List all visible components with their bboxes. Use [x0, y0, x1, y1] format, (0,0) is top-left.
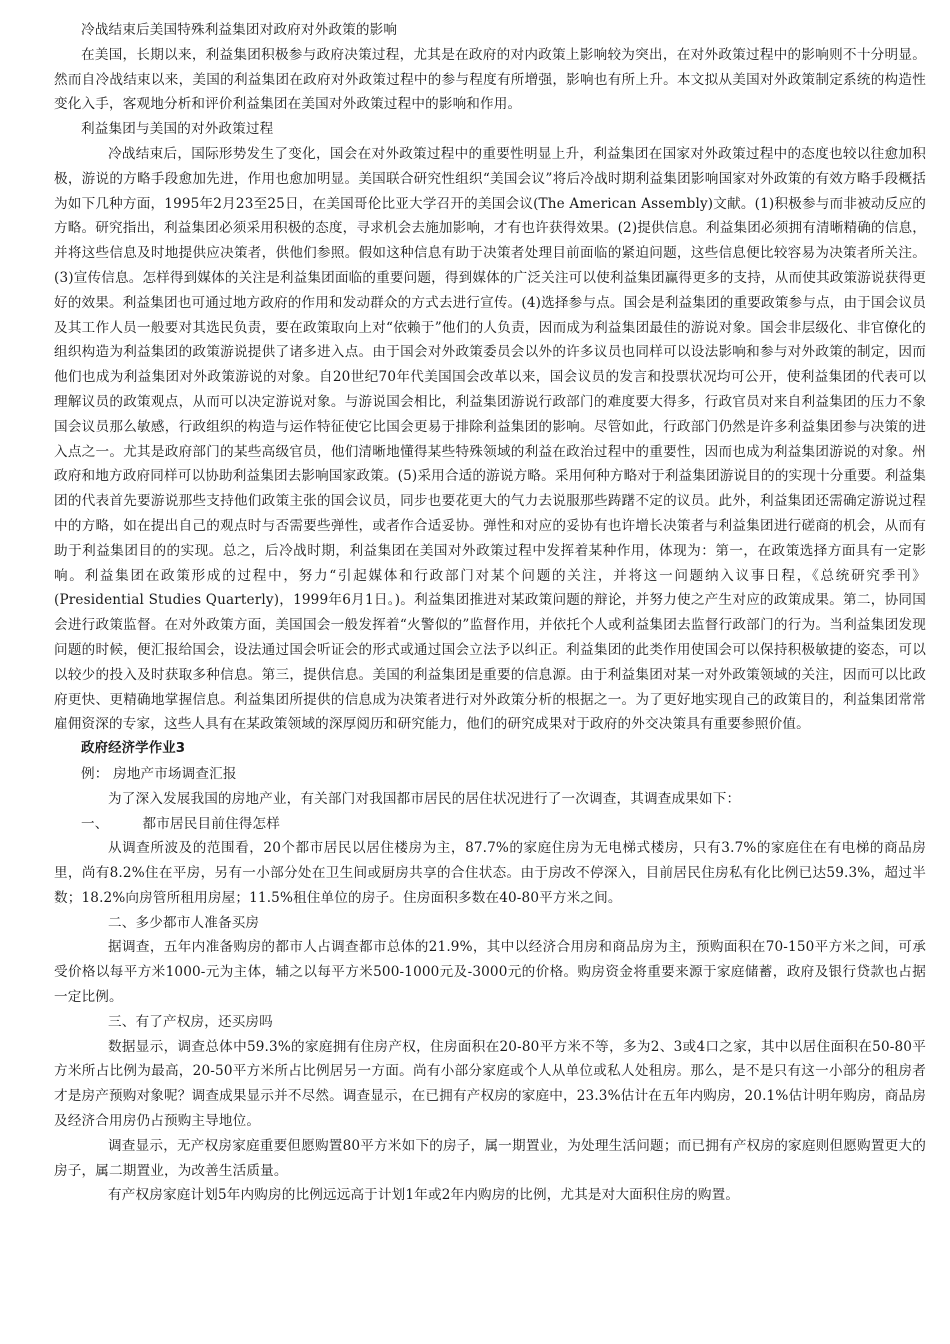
body-paragraph: 有产权房家庭计划5年内购房的比例远远高于计划1年或2年内购房的比例，尤其是对大面积住房的购置。 — [108, 1187, 740, 1204]
subsection-heading-3: 三、有了产权房，还买房吗 — [108, 1013, 273, 1030]
body-paragraph: 冷战结束后，国际形势发生了变化，国会在对外政策过程中的重要性明显上升，利益集团在国家对外政策过程中的态度也较以往愈加积极，游说的方略手段愈加先进，作用也愈加明显。美国联合研究性组织“美国会议”将后冷战时期利益集团影响国家对外政策的有效方略手段概括为如下几种方面，1995年2月23至25日，在美国哥伦比亚大学召开的美国会议(The American Assembly)文献。(1)积极参与而非被动反应的方略。研究指出，利益集团必须采用积极的态度，寻求机会去施加影响，才有也许获得效果。(2)提供信息。利益集团必须拥有清晰精确的信息，并将这些信息及时地提供应决策者，供他们参照。假如这种信息有助于决策者处理目前面临的紧迫问题，这些信息便比较容易为决策者所关注。(3)宣传信息。怎样得到媒体的关注是利益集团面临的重要问题，得到媒体的广泛关注可以使利益集团赢得更多的支持，从而使其政策游说获得更好的效果。利益集团也可通过地方政府的作用和发动群众的方式去进行宣传。(4)选择参与点。国会是利益集团的重要政策参与点，由于国会议员及其工作人员一般要对其选民负责，要在政策取向上对“依赖于”他们的人负责，因而成为利益集团最佳的游说对象。国会非层级化、非官僚化的组织构造为利益集团的政策游说提供了诸多进入点。由于国会对外政策委员会以外的许多议员也同样可以设法影响和参与对外政策的制定，因而他们也成为利益集团对外政策游说的对象。自20世纪70年代美国国会改革以来，国会议员的发言和投票状况均可公开，使利益集团的代表可以理解议员的政策观点，从而可以决定游说对象。与游说国会相比，利益集团游说行政部门的难度要大得多，行政官员对来自利益集团的压力不象国会议员那么敏感，行政组织的构造与运作特征使它比国会更易于排除利益集团的影响。尽管如此，行政部门仍然是许多利益集团参与决策的进入点之一。尤其是政府部门的某些高级官员，他们清晰地懂得某些特殊领域的利益在政治过程中的重要性，因而也成为利益集团游说的对象。州政府和地方政府同样可以协助利益集团去影响国家政策。(5)采用合适的游说方略。采用何种方略对于利益集团游说目的的实现十分重要。利益集团的代表首先要游说那些支持他们政策主张的国会议员，同步也要花更大的气力去说服那些踌躇不定的议员。此外，利益集团还需确定游说过程中的方略，如在提出自己的观点时与否需要些弹性，或者作合适妥协。弹性和对应的妥协有也许增长决策者与利益集团进行磋商的机会，从而有助于利益集团目的的实现。总之，后冷战时期，利益集团在美国对外政策过程中发挥着某种作用，体现为：第一，在政策选择方面具有一定影响。利益集团在政策形成的过程中，努力“引起媒体和行政部门对某个问题的关注，并将这一问题纳入议事日程，《总统研究季刊》(Presidential Studies Quarterly)，1999年6月1日。)。利益集团推进对某政策问题的辩论，并努力使之产生对应的政策成果。第二，协同国会进行政策监督。在对外政策方面，美国国会一般发挥着“火警似的”监督作用，并依托个人或利益集团去监督行政部门的行为。当利益集团发现问题的时候，便汇报给国会，设法通过国会听证会的形式或通过国会立法予以纠正。利益集团的此类作用使国会可以保持积极敏捷的姿态，可以以较少的投入及时获取多种信息。第三，提供信息。美国的利益集团是重要的信息源。由于利益集团对某一对外政策领域的关注，因而可以比政府更快、更精确地掌握信息。利益集团所提供的信息成为决策者进行对外政策分析的根据之一。为了更好地实现自己的政策目的，利益集团常常雇佣资深的专家，这些人具有在某政策领域的深厚阅历和研究能力，他们的研究成果对于政府的外交决策具有重要参照价值。 — [54, 145, 926, 733]
body-paragraph: 数据显示，调查总体中59.3%的家庭拥有住房产权，住房面积在20-80平方米不等，多为2、3或4口之家，其中以居住面积在50-80平方米所占比例为最高，20-50平方米所占比例居另一方面。尚有小部分家庭或个人从单位或私人处租房。那么，是不是只有这一小部分的租房者才是房产预购对象呢？调查成果显示并不尽然。调查显示，在已拥有产权房的家庭中，23.3%估计在五年内购房，20.1%估计明年购房，商品房及经济合用房仍占预购主导地位。 — [54, 1038, 926, 1130]
body-paragraph: 调查显示，无产权房家庭重要但愿购置80平方米如下的房子，属一期置业，为处理生活问题；而已拥有产权房的家庭则但愿购置更大的房子，属二期置业，为改善生活质量。 — [54, 1137, 926, 1179]
subsection-title: 都市居民目前住得怎样 — [142, 815, 280, 832]
subsection-heading-2: 二、多少都市人准备买房 — [108, 914, 260, 931]
subsection-number: 一、 — [81, 815, 109, 832]
article-title: 冷战结束后美国特殊利益集团对政府对外政策的影响 — [81, 22, 398, 38]
document-page — [54, 18, 926, 1208]
subsection-heading-1 — [54, 812, 926, 837]
body-paragraph: 据调查，五年内准备购房的都市人占调查都市总体的21.9%，其中以经济合用房和商品房为主，预购面积在70-150平方米之间，可承受价格以每平方米1000-元为主体，辅之以每平方米500-1000元及-3000元的价格。购房资金将重要来源于家庭储蓄，政府及银行贷款也占据一定比例。 — [54, 939, 926, 1006]
body-paragraph: 从调查所波及的范围看，20个都市居民以居住楼房为主，87.7%的家庭住房为无电梯式楼房，只有3.7%的家庭住在有电梯的商品房里，尚有8.2%住在平房，另有一小部分处在卫生间或厨房共享的合住状态。由于房改不停深入，目前居民住房私有化比例已达59.3%，超过半数；18.2%向房管所租用房屋；11.5%租住单位的房子。住房面积多数在40-80平方米之间。 — [54, 840, 926, 906]
assignment-heading: 政府经济学作业3 — [81, 741, 186, 757]
intro-paragraph: 在美国，长期以来，利益集团积极参与政府决策过程，尤其是在政府的对内政策上影响较为突出，在对外政策过程中的影响则不十分明显。然而自冷战结束以来，美国的利益集团在政府对外政策过程中的参与程度有所增强，影响也有所上升。本文拟从美国对外政策制定系统的构造性变化入手，客观地分析和评价利益集团在美国对外政策过程中的影响和作用。 — [54, 46, 926, 113]
section-heading: 利益集团与美国的对外政策过程 — [81, 121, 274, 138]
example-heading: 例： 房地产市场调查汇报 — [81, 765, 237, 782]
survey-intro: 为了深入发展我国的房地产业，有关部门对我国都市居民的居住状况进行了一次调查，其调查成果如下： — [108, 790, 741, 807]
